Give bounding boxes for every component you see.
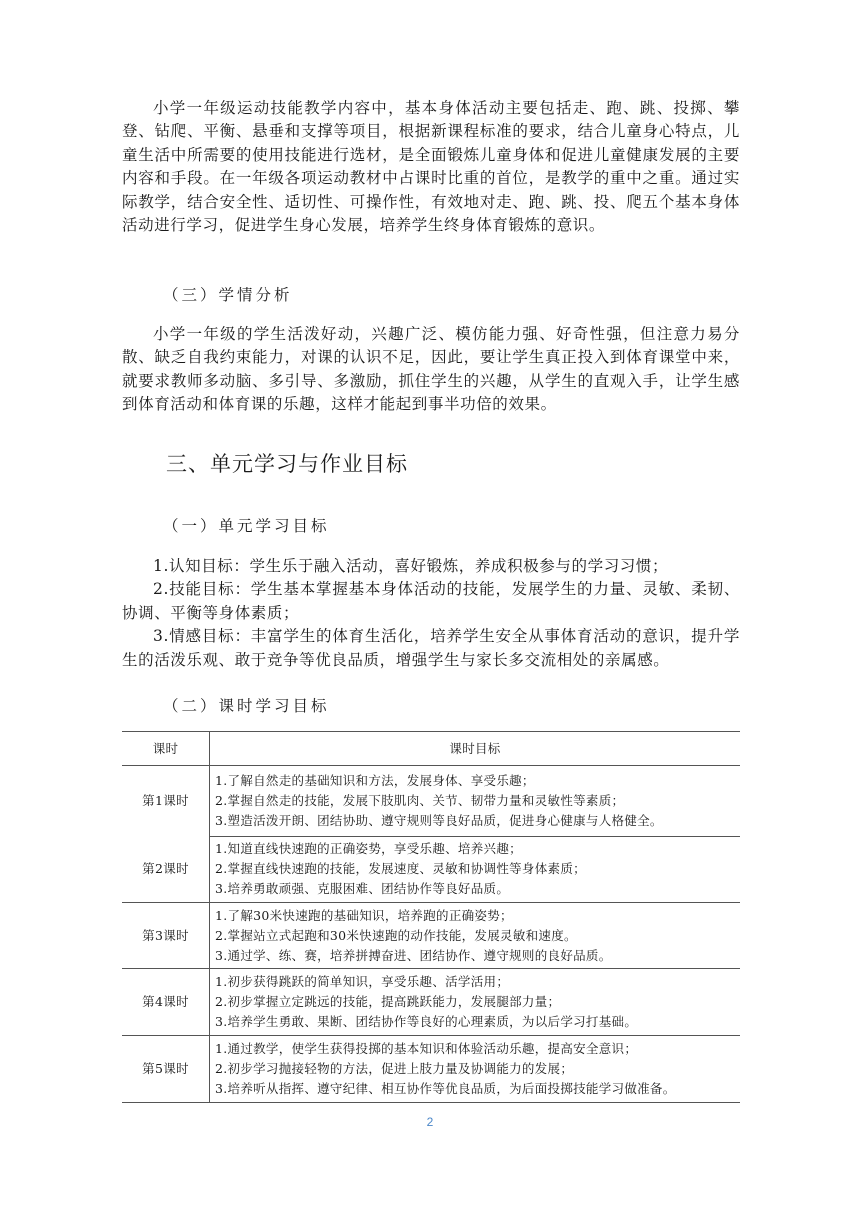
table-row [122,1036,740,1103]
goals-cell [210,1036,741,1103]
lesson-cell: 第2课时 [122,836,210,903]
section-heading-lesson-goals: （二）课时学习目标 [163,697,330,715]
chapter-heading: 三、单元学习与作业目标 [166,452,408,476]
unit-goals-list [122,555,740,672]
goal-item: 2.掌握站立式起跑和30米快速跑的动作技能，发展灵敏和速度。 [215,927,577,943]
goal-item: 1.了解30米快速跑的基础知识，培养跑的正确姿势； [215,907,513,923]
goals-cell [210,836,741,903]
lesson-goals-table [122,731,740,1103]
goal-item: 2.掌握自然走的技能，发展下肢肌肉、关节、韧带力量和灵敏性等素质； [215,792,625,808]
table-row [122,903,740,969]
goals-cell [210,903,741,969]
table-row [122,969,740,1036]
table-header-row [122,732,740,766]
unit-goal-skill: 2.技能目标：学生基本掌握基本身体活动的技能，发展学生的力量、灵敏、柔韧、协调、平衡等身体素质； [122,580,740,622]
goal-item: 1.了解自然走的基础知识和方法，发展身体、享受乐趣； [215,772,535,788]
goal-item: 3.培养听从指挥、遵守纪律、相互协作等优良品质，为后面投掷技能学习做准备。 [215,1081,676,1096]
goals-cell [210,766,741,837]
lesson-cell: 第4课时 [122,969,210,1036]
goal-item: 3.培养学生勇敢、果断、团结协作等良好的心理素质，为以后学习打基础。 [215,1014,638,1029]
header-lesson-goals: 课时目标 [210,732,741,766]
lesson-cell: 第5课时 [122,1036,210,1103]
goal-item: 1.通过教学，使学生获得投掷的基本知识和体验活动乐趣，提高安全意识； [215,1041,638,1056]
lesson-cell: 第1课时 [122,766,210,837]
section-heading-unit-goals: （一）单元学习目标 [163,517,330,535]
learning-analysis-paragraph: 小学一年级的学生活泼好动，兴趣广泛、模仿能力强、好奇性强，但注意力易分散、缺乏自我约束能力，对课的认识不足，因此，要让学生真正投入到体育课堂中来，就要求教师多动脑、多引导、多激励，抓住学生的兴趣，从学生的直观入手，让学生感到体育活动和体育课的乐趣，这样才能起到事半功倍的效果。 [122,325,740,414]
goal-item: 2.初步掌握立定跳远的技能，提高跳跃能力，发展腿部力量； [215,994,561,1009]
lesson-cell: 第3课时 [122,903,210,969]
goals-cell [210,969,741,1036]
table-row [122,766,740,837]
goal-item: 1.知道直线快速跑的正确姿势，享受乐趣、培养兴趣； [215,841,522,857]
goal-item: 3.通过学、练、赛，培养拼搏奋进、团结协作、遵守规则的良好品质。 [215,947,612,963]
unit-goal-affective: 3.情感目标：丰富学生的体育生活化，培养学生安全从事体育活动的意识，提升学生的活泼乐观、敢于竞争等优良品质，增强学生与家长多交流相处的亲属感。 [122,627,740,669]
section-heading-learning-analysis: （三）学情分析 [163,286,293,304]
unit-goal-cognitive: 1.认知目标：学生乐于融入活动，喜好锻炼，养成积极参与的学习习惯； [153,557,669,575]
table-row [122,836,740,903]
goal-item: 2.初步学习抛接轻物的方法，促进上肢力量及协调能力的发展； [215,1061,574,1076]
header-lesson: 课时 [122,732,210,766]
page-number: 2 [426,1115,434,1129]
goal-item: 1.初步获得跳跃的简单知识，享受乐趣、活学活用； [215,974,510,989]
goal-item: 3.培养勇敢顽强、克服困难、团结协作等良好品质。 [215,881,510,897]
intro-paragraph: 小学一年级运动技能教学内容中，基本身体活动主要包括走、跑、跳、投掷、攀登、钻爬、平衡、悬垂和支撑等项目，根据新课程标准的要求，结合儿童身心特点，儿童生活中所需要的使用技能进行选材，是全面锻炼儿童身体和促进儿童健康发展的主要内容和手段。在一年级各项运动教材中占课时比重的首位，是教学的重中之重。通过实际教学，结合安全性、适切性、可操作性，有效地对走、跑、跳、投、爬五个基本身体活动进行学习，促进学生身心发展，培养学生终身体育锻炼的意识。 [122,99,740,235]
goal-item: 2.掌握直线快速跑的技能，发展速度、灵敏和协调性等身体素质； [215,861,586,877]
goal-item: 3.塑造活泼开朗、团结协助、遵守规则等良好品质，促进身心健康与人格健全。 [215,812,663,828]
